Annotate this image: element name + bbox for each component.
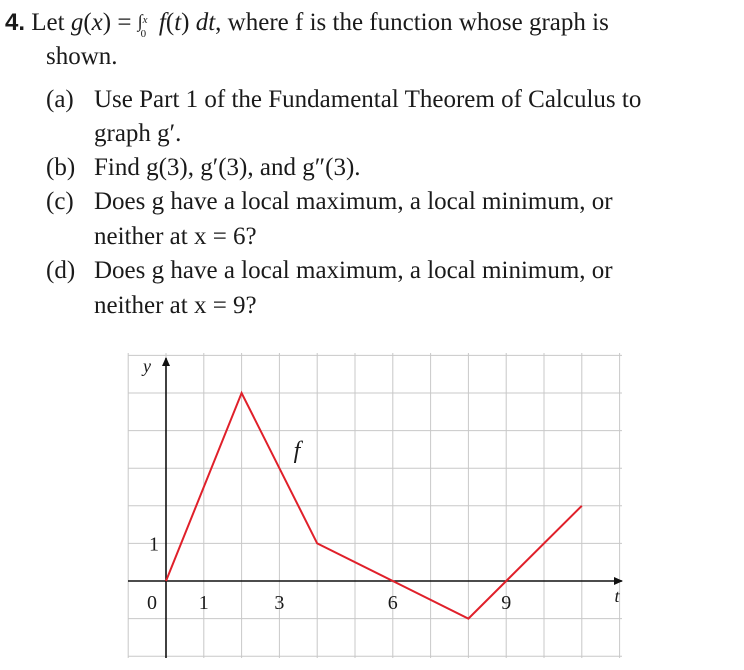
problem-intro-line: 4. Let g(x) = ∫ x 0 f(t) dt, where f is the function whose graph is bbox=[5, 9, 609, 40]
problem-number: 4. bbox=[5, 9, 26, 36]
curve-label: f bbox=[293, 438, 301, 464]
part-c-line-2: neither at x = 6? bbox=[94, 223, 257, 250]
problem-intro-text: where f is the function whose graph is bbox=[227, 9, 609, 36]
x-tick-label: 6 bbox=[387, 592, 398, 614]
part-b-line-1: Find g(3), g′(3), and g″(3). bbox=[94, 154, 361, 181]
part-c-label: (c) bbox=[46, 188, 74, 215]
part-d-line-2: neither at x = 9? bbox=[94, 292, 257, 319]
x-tick-label: 3 bbox=[274, 592, 285, 614]
x-tick-label: 0 bbox=[147, 592, 157, 614]
part-b-label: (b) bbox=[46, 154, 76, 181]
part-a-line-2: graph g′. bbox=[94, 120, 182, 147]
problem-intro-cont: shown. bbox=[46, 43, 118, 70]
x-tick-label: 1 bbox=[198, 592, 209, 614]
part-d-label: (d) bbox=[46, 257, 76, 284]
part-d-line-1: Does g have a local maximum, a local minimum, or bbox=[94, 257, 613, 284]
part-a-line-1: Use Part 1 of the Fundamental Theorem of Calculus to bbox=[94, 86, 642, 113]
part-c-line-1: Does g have a local maximum, a local minimum, or bbox=[94, 188, 613, 215]
x-tick-label: 9 bbox=[501, 592, 512, 614]
x-axis-label: t bbox=[614, 586, 620, 606]
part-a-label: (a) bbox=[46, 86, 74, 113]
y-tick-label: 1 bbox=[149, 533, 159, 556]
y-axis-label: y bbox=[143, 356, 151, 376]
